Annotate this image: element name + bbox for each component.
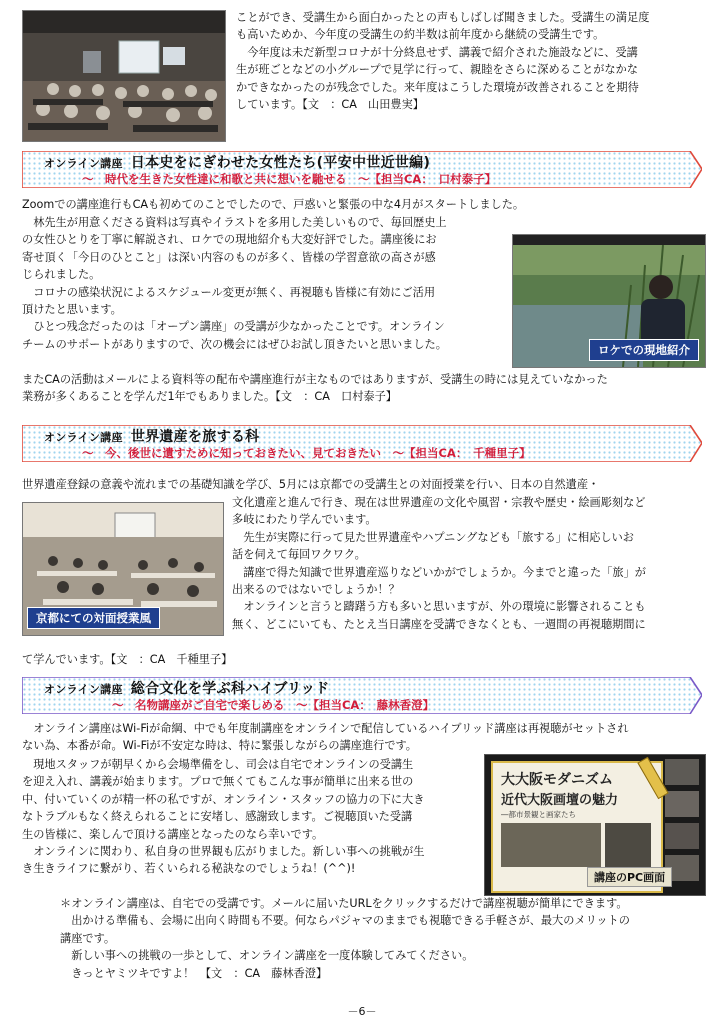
text-line: を迎え入れ、講義が始まります。プロで無くてもこんな事が簡単に出来る世の: [22, 775, 414, 789]
section4-wrap-text: [22, 756, 477, 878]
section2-full-text: [22, 371, 712, 406]
banner-title: [44, 678, 329, 698]
text-line: 先生が実際に行って見た世界遺産やハプニングなども「旅する」に相応しいお: [232, 530, 634, 544]
text-line: 出来るのではないでしょうか！？: [232, 583, 400, 597]
text-line: き生きライフに繋がり、若くいられる秘訣なのでしょうね！(^^)!: [22, 862, 356, 876]
text-line: 新しい事への挑戦の一歩として、オンライン講座を一度体験してみてください。: [60, 949, 474, 963]
text-line: 業務が多くあることを学んだ1年でもありました。【文 ：CA 口村泰子】: [22, 390, 397, 404]
banner-lead: オンライン講座: [44, 683, 123, 696]
section2-wrap-text: [22, 214, 512, 353]
banner-title-text: 世界遺産を旅する科: [130, 429, 260, 445]
text-line: ＊オンライン講座は、自宅での受講です。メールに届いたURLをクリックするだけで講座視聴が簡単にできます。: [60, 897, 628, 910]
participant-thumb: [665, 759, 699, 785]
text-line: 今年度は未だ新型コロナが十分終息せず、講義で紹介された施設などに、受講: [236, 45, 638, 59]
banner-subtitle: ～ 時代を生きた女性達に和歌と共に想いを馳せる ～【担当CA： 口村泰子】: [82, 172, 497, 186]
text-line: オンライン講座はWi-Fiが命綱、中でも年度制講座をオンラインで配信しているハイブリッド講座は再視聴がセットされ: [22, 722, 629, 735]
text-line: 話を伺えて毎回ワクワク。: [232, 548, 366, 562]
slide-title-2: 近代大阪画壇の魅力: [501, 793, 619, 808]
section4-note: [60, 895, 710, 982]
slide-title-1: 大大阪モダニズム: [501, 772, 613, 788]
banner-title-text: 総合文化を学ぶ科ハイブリッド: [130, 681, 330, 697]
text-line: の女性ひとりを丁寧に解説され、ロケでの現地紹介も大変好評でした。講座後にお: [22, 233, 437, 247]
text-line: Zoomでの講座進行もCAも初めてのことでしたので、戸惑いと緊張の中な4月がスタートしました。: [22, 198, 525, 211]
text-line: きっとヤミツキですよ！ 【文 ：CA 藤林香澄】: [60, 966, 328, 980]
text-line: 生の皆様に、楽しんで頂ける講座となったのなら幸いです。: [22, 827, 324, 841]
text-line: ひとつ残念だったのは「オープン講座」の受講が少なかったことです。オンライン: [22, 320, 445, 334]
text-line: チームのサポートがありますので、次の機会にはぜひお試し頂きたいと思いました。: [22, 337, 447, 351]
banner-lead: オンライン講座: [44, 431, 123, 444]
banner-title: [44, 152, 430, 172]
section4-full-text: [22, 720, 712, 755]
banner-subtitle: ～ 今、後世に遺すために知っておきたい、見ておきたい ～【担当CA： 千種里子】: [82, 446, 531, 460]
text-line: しています。【文 ：CA 山田豊実】: [236, 98, 424, 112]
text-line: ことができ、受講生から面白かったとの声もしばしば聞きました。受講生の満足度: [236, 11, 650, 24]
text-line: 中、付いていくのが精一杯の私ですが、オンライン・スタッフの協力の下に大き: [22, 792, 425, 806]
banner-title: [44, 426, 259, 446]
text-line: 現地スタッフが朝早くから会場準備をし、司会は自宅でオンラインの受講生: [22, 758, 414, 771]
text-line: 寄せ頂く「今日のひとこと」は深い内容のものが多く、皆様の学習意欲の高さが感: [22, 250, 436, 264]
text-line: 生が班ごとなどの小グループで見学に行って、親睦をさらに深めることがなかな: [236, 63, 638, 77]
classroom-photo: [22, 502, 224, 636]
location-photo: [512, 234, 706, 368]
slide-artwork: [501, 823, 601, 867]
slide-artwork-2: [605, 823, 651, 867]
text-line: も高いためか、今年度の受講生の約半数は前年度から継続の受講生です。: [236, 28, 605, 42]
text-line: オンラインに関わり、私自身の世界観も広がりました。新しい事への挑戦が生: [22, 845, 425, 859]
text-line: て学んでいます。【文 ：CA 千種里子】: [22, 653, 233, 666]
text-line: 無く、どこにいても、たとえ当日講座を受講できなくとも、一週間の再視聴期間に: [232, 617, 646, 631]
text-line: ない為、本番が命。Wi-Fiが不安定な時は、特に緊張しながらの講座進行です。: [22, 739, 417, 753]
photo-caption: 京都にての対面授業風: [27, 607, 160, 629]
banner-subtitle: ～ 名物講座がご自宅で楽しめる ～【担当CA： 藤林香澄】: [112, 698, 435, 712]
text-line: 世界遺産登録の意義や流れまでの基礎知識を学び、5月には京都での受講生との対面授業を行い、日本の自然遺産・: [22, 478, 600, 491]
text-line: かできなかったのが残念でした。来年度はこうした環境が改善されることを期待: [236, 80, 639, 94]
section3-wrap-text: [232, 494, 710, 633]
section-banner-culture: [22, 677, 702, 714]
banner-lead: オンライン講座: [44, 157, 123, 170]
text-line: オンラインと言うと躊躇う方も多いと思いますが、外の環境に影響されることも: [232, 600, 646, 614]
text-line: 講座です。: [60, 931, 116, 945]
text-line: 文化遺産と進んで行き、現在は世界遺産の文化や風習・宗教や歴史・絵画彫刻など: [232, 496, 646, 509]
page-number: －6－: [347, 1005, 377, 1018]
participant-thumb: [665, 823, 699, 849]
text-line: 頂けたと思います。: [22, 303, 122, 317]
photo-caption: ロケでの現地紹介: [589, 339, 699, 361]
text-line: 多岐にわたり学んでいます。: [232, 513, 377, 527]
photo-caption: 講座のPC画面: [587, 867, 672, 887]
text-line: 出かける準備も、会場に出向く時間も不要。何ならパジャマのままでも視聴できる手軽さが、最大のメリットの: [60, 914, 630, 928]
lecture-hall-photo: [22, 10, 226, 142]
text-line: またCAの活動はメールによる資料等の配布や講座進行が主なものではありますが、受講生の時には見えていなかった: [22, 373, 608, 386]
text-line: なトラブルもなく終えられることに安堵し、感謝致します。ご視聴頂いた受講: [22, 810, 413, 824]
pc-screen-photo: [484, 754, 706, 896]
participant-thumb: [665, 791, 699, 817]
section-banner-japanese-history: [22, 151, 702, 188]
banner-title-text: 日本史をにぎわせた女性たち(平安中世近世編): [130, 155, 431, 171]
section-banner-world-heritage: [22, 425, 702, 462]
section1-text: [236, 9, 706, 113]
text-line: コロナの感染状況によるスケジュール変更が無く、再視聴も皆様に有効にご活用: [22, 285, 436, 299]
text-line: 講座で得た知識で世界遺産巡りなどいかがでしょうか。今までと違った「旅」が: [232, 565, 646, 579]
text-line: じられました。: [22, 268, 101, 282]
text-line: 林先生が用意くださる資料は写真やイラストを多用した美しいもので、毎回歴史上: [22, 216, 447, 229]
slide-subtitle: ―都市景観と画家たち: [501, 810, 576, 819]
